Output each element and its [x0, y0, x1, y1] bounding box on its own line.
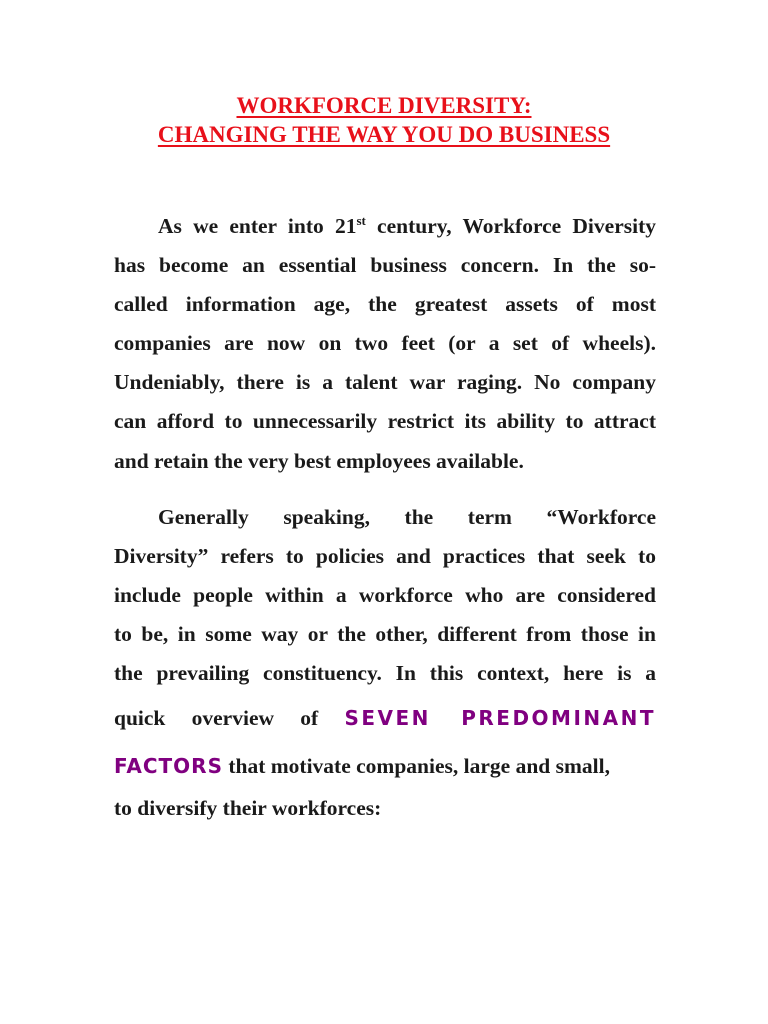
paragraph-1-line-7: and retain the very best employees available. — [114, 449, 524, 473]
paragraph-1-line-6: can afford to unnecessarily restrict its ability to attract — [114, 409, 656, 433]
paragraph-2-line-5: the prevailing constituency. In this context, here is a — [114, 661, 656, 685]
paragraph-1-line-3: called information age, the greatest assets of most — [114, 292, 656, 316]
paragraph-2-line-6 — [114, 705, 656, 731]
paragraph-1-line-5: Undeniably, there is a talent war raging. No company — [114, 370, 656, 394]
paragraph-2-line-7 — [114, 753, 656, 779]
paragraph-1-line-4: companies are now on two feet (or a set of wheels). — [114, 331, 656, 355]
superscript-st: st — [356, 212, 366, 228]
emphasis-factors: FACTORS — [114, 754, 223, 778]
paragraph-1-line-1 — [158, 213, 656, 239]
paragraph-2-line-1: Generally speaking, the term “Workforce — [158, 505, 656, 529]
emphasis-seven-predominant: SEVEN PREDOMINANT — [344, 706, 656, 730]
paragraph-1-line-2: has become an essential business concern. In the so- — [114, 253, 656, 277]
p1-l1-text-end: century, Workforce Diversity — [365, 214, 656, 238]
paragraph-2-line-3: include people within a workforce who are considered — [114, 583, 656, 607]
title-line-1: WORKFORCE DIVERSITY: — [236, 93, 532, 118]
p2-l6-text: quick overview of — [114, 706, 319, 730]
paragraph-2-line-4: to be, in some way or the other, different from those in — [114, 622, 656, 646]
p2-l7-text: that motivate companies, large and small, — [222, 754, 610, 778]
p1-l1-text: As we enter into 21 — [158, 214, 357, 238]
title-line-2: CHANGING THE WAY YOU DO BUSINESS — [157, 122, 611, 147]
paragraph-2-line-2: Diversity” refers to policies and practices that seek to — [114, 544, 656, 568]
paragraph-2-line-8: to diversify their workforces: — [114, 796, 382, 820]
